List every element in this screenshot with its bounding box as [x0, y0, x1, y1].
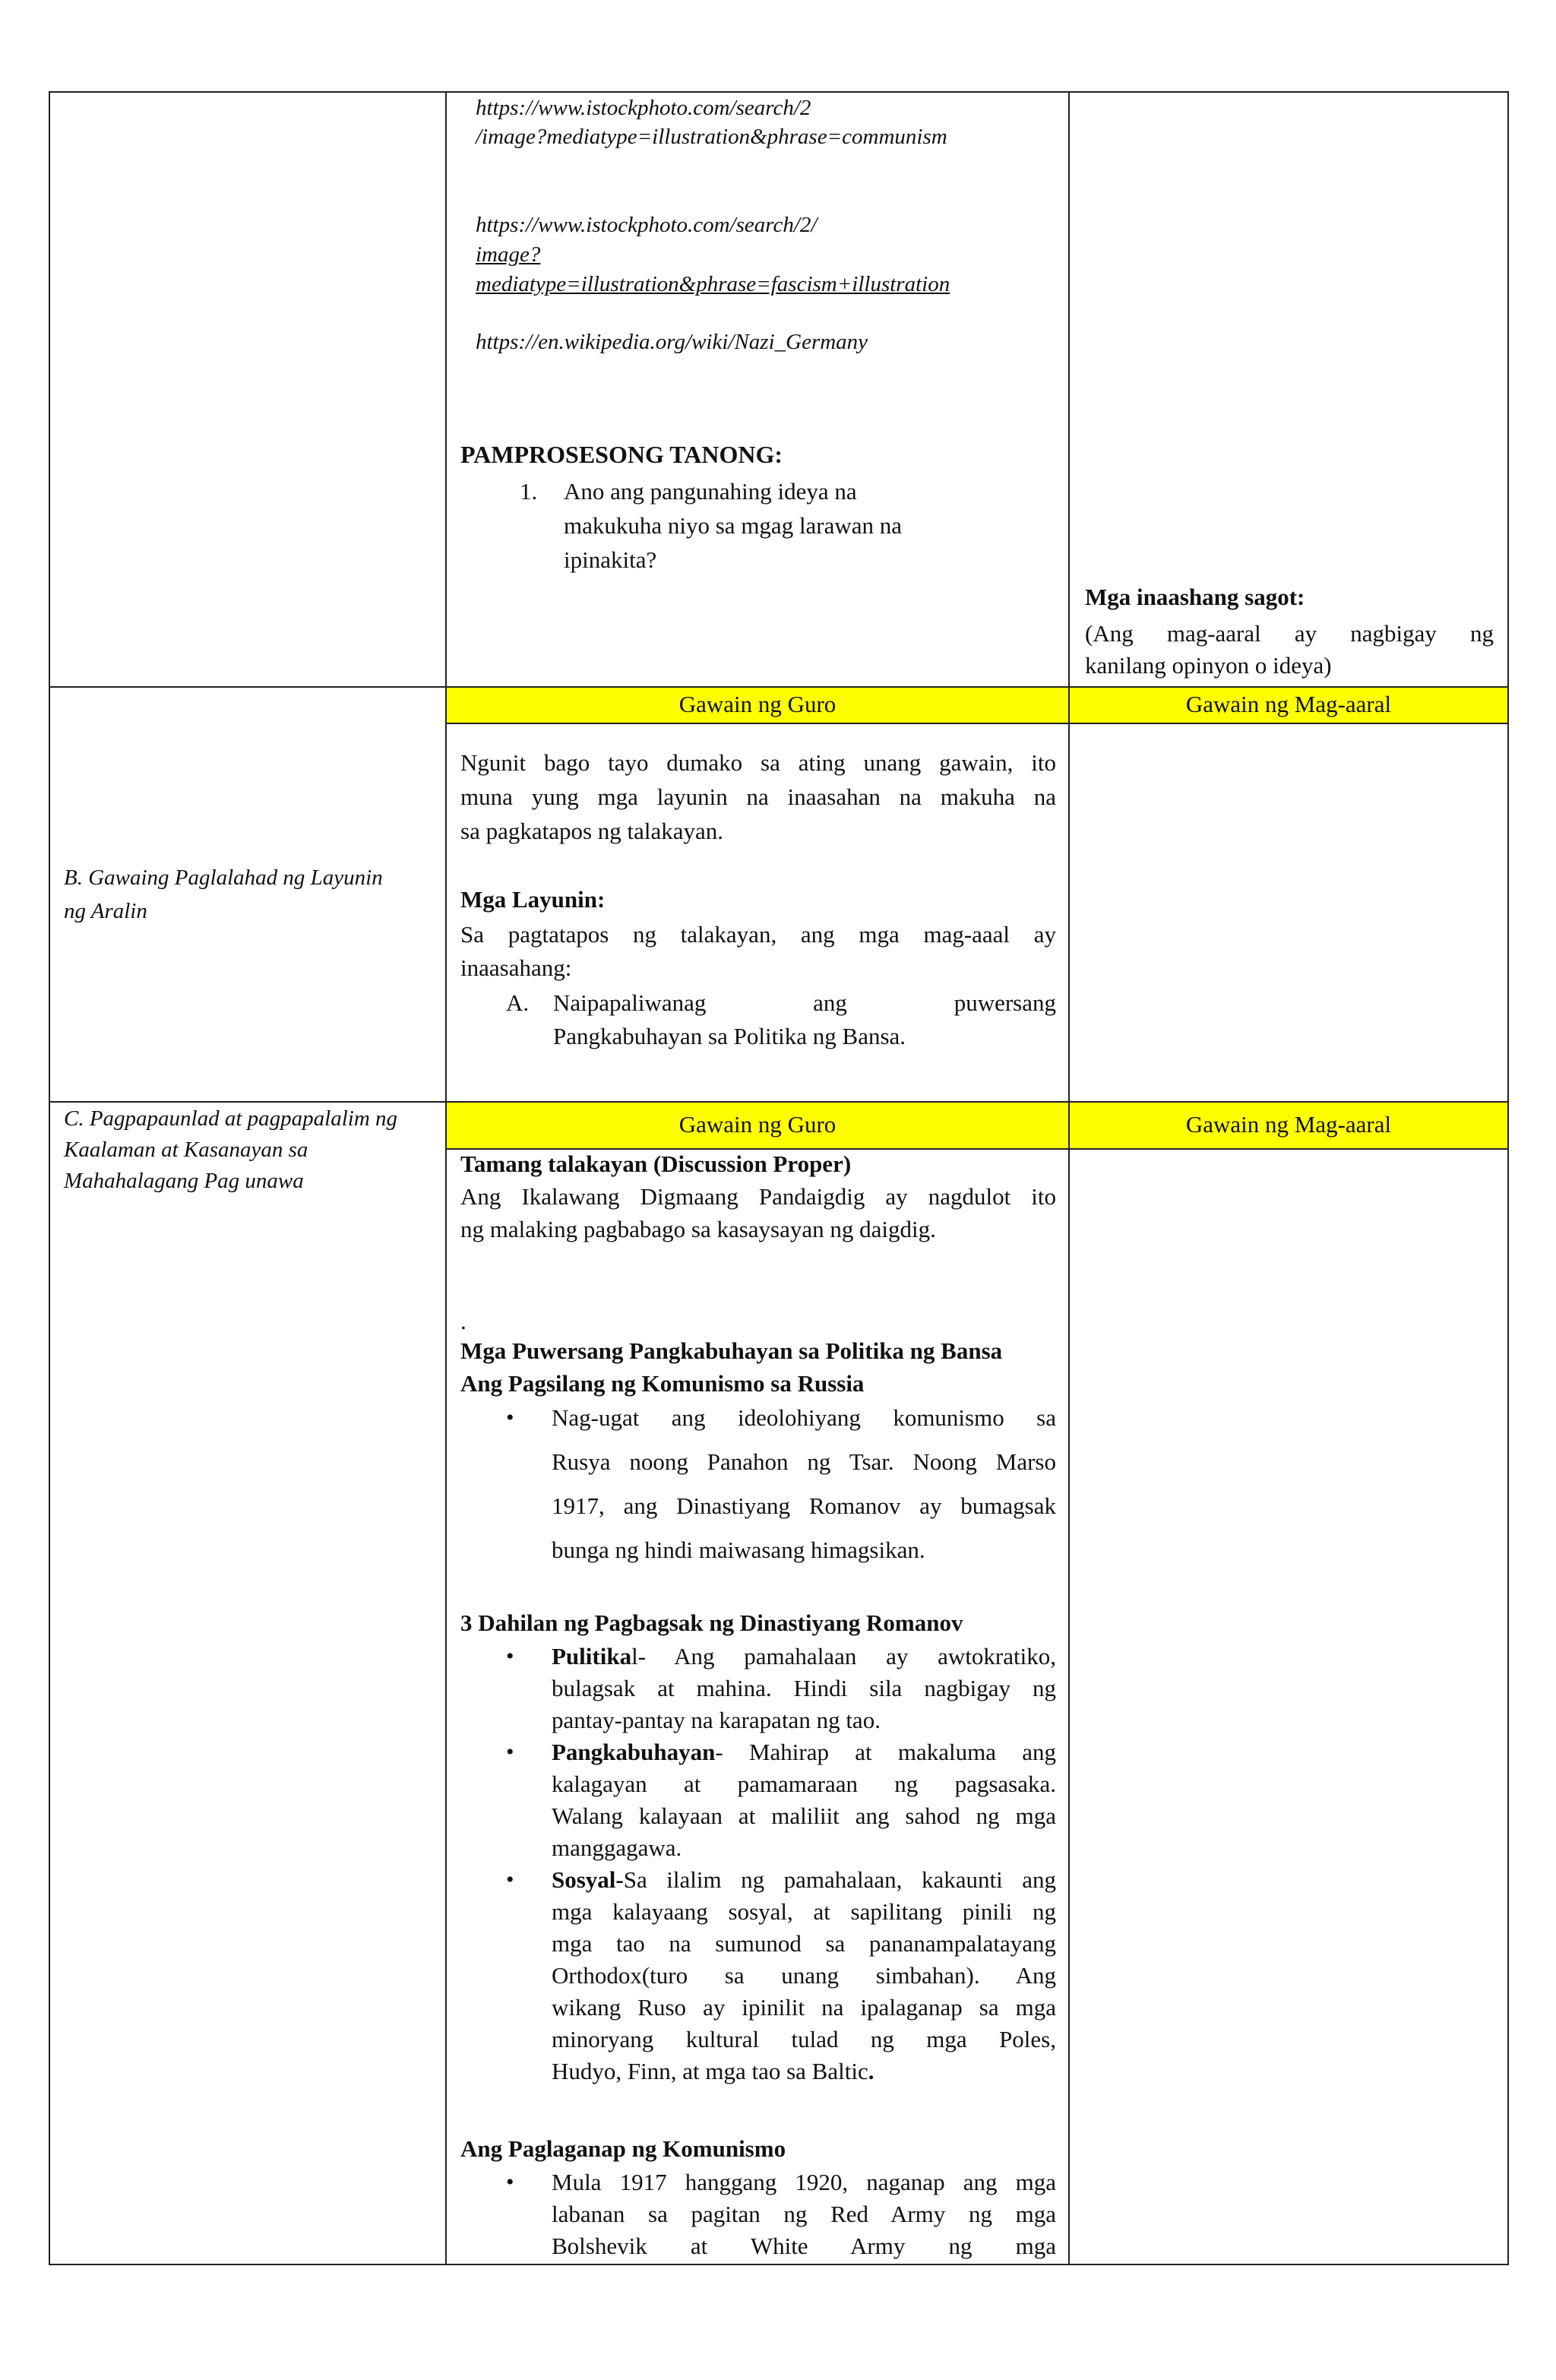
row2-teacher-header: Gawain ng Guro [678, 691, 837, 717]
row3-teacher-header: Gawain ng Guro [678, 1111, 837, 1138]
reference-url-fascism-line3[interactable]: mediatype=illustration&phrase=fascism+illustration [476, 272, 950, 296]
social-end-period: . [868, 2058, 874, 2084]
expected-answers-line-1: (Ang mag-aaral ay nagbigay ng [1085, 620, 1494, 647]
economic-label: Pangkabuhayan [552, 1739, 716, 1765]
communism-bullet-line-1: Nag-ugat ang ideolohiyang komunismo sa [552, 1404, 1056, 1431]
question-line-3: ipinakita? [564, 546, 657, 573]
economic-bullet-line-4: manggagawa. [552, 1834, 682, 1861]
intro-line-3: sa pagkatapos ng talakayan. [460, 818, 724, 844]
political-text-first: l- Ang pamahalaan ay awtokratiko, [631, 1643, 1056, 1669]
row3-section-label-line2: Kaalaman at Kasanayan sa [64, 1138, 308, 1162]
objectives-intro-line-1: Sa pagtatapos ng talakayan, ang mga mag-aaal ay [460, 921, 1056, 948]
intro-line-2: muna yung mga layunin na inaasahan na makuha na [460, 783, 1056, 810]
row3-section-label-line3: Mahahalagang Pag unawa [64, 1169, 304, 1193]
political-label: Pulitika [552, 1643, 632, 1669]
table-left-border [49, 91, 50, 2265]
political-bullet-line-1 [552, 1641, 1056, 1673]
table-bottom-border [49, 2264, 1509, 2265]
question-number: 1. [520, 478, 538, 505]
row3-student-header: Gawain ng Mag-aaral [1185, 1111, 1392, 1138]
communism-bullet-line-4: bunga ng hindi maiwasang himagsikan. [552, 1537, 925, 1563]
reference-url-fascism-line2[interactable]: image? [476, 242, 541, 267]
communism-bullet-line-2: Rusya noong Panahon ng Tsar. Noong Marso [552, 1448, 1056, 1475]
objectives-heading: Mga Layunin: [460, 886, 606, 913]
economic-bullet-line-2: kalagayan at pamamaraan ng pagsasaka. [552, 1771, 1056, 1797]
row2-header-bottom-border [445, 723, 1509, 724]
row2-section-label-line1: B. Gawaing Paglalahad ng Layunin [64, 866, 383, 890]
social-bullet-line-2: mga kalayaang sosyal, at sapilitang pinili ng [552, 1898, 1056, 1925]
row2-student-header: Gawain ng Mag-aaral [1185, 691, 1392, 717]
social-bullet-line-5: wikang Ruso ay ipinilit na ipalaganap sa mga [552, 1994, 1056, 2021]
social-bullet-line-7 [552, 2056, 874, 2087]
social-bullet-line-6: minoryang kultural tulad ng mga Poles, [552, 2026, 1056, 2052]
discussion-line-2: ng malaking pagbabago sa kasaysayan ng daigdig. [460, 1216, 936, 1242]
communism-bullet-line-3: 1917, ang Dinastiyang Romanov ay bumagsak [552, 1492, 1056, 1519]
row2-section-label-line2: ng Aralin [64, 899, 147, 923]
reference-url-communism-line1[interactable]: https://www.istockphoto.com/search/2 [476, 96, 811, 120]
social-bullet-line-1 [552, 1864, 1056, 1896]
discussion-heading: Tamang talakayan (Discussion Proper) [460, 1150, 852, 1177]
question-line-1: Ano ang pangunahing ideya na [564, 478, 857, 505]
column-divider-2 [1068, 91, 1070, 2265]
social-label: Sosyal- [552, 1866, 624, 1893]
social-bullet-line-3: mga tao na sumunod sa pananampalatayang [552, 1930, 1056, 1957]
processing-questions-heading: PAMPROSESONG TANONG: [460, 441, 783, 468]
economic-bullet-line-3: Walang kalayaan at maliliit ang sahod ng mga [552, 1802, 1056, 1829]
reference-url-communism-line2[interactable]: /image?mediatype=illustration&phrase=communism [476, 125, 947, 149]
column-divider-1 [445, 91, 447, 2265]
spread-bullet-line-2: labanan sa pagitan ng Red Army ng mga [552, 2201, 1056, 2227]
romanov-reasons-heading: 3 Dahilan ng Pagbagsak ng Dinastiyang Romanov [460, 1609, 963, 1636]
spread-bullet-line-1: Mula 1917 hanggang 1920, naganap ang mga [552, 2169, 1056, 2195]
political-bullet-line-2: bulagsak at mahina. Hindi sila nagbigay ng [552, 1675, 1056, 1701]
objective-line-2: Pangkabuhayan sa Politika ng Bansa. [553, 1023, 906, 1049]
bullet-marker: • [506, 1644, 514, 1669]
objective-line-1: Naipapaliwanag ang puwersang [553, 989, 1056, 1016]
reference-url-fascism-line1[interactable]: https://www.istockphoto.com/search/2/ [476, 213, 818, 237]
stray-dot: . [460, 1308, 466, 1334]
bullet-marker: • [506, 1739, 514, 1764]
objective-letter: A. [506, 989, 530, 1016]
row3-section-label-line1: C. Pagpapaunlad at pagpapalalim ng [64, 1106, 398, 1131]
intro-line-1: Ngunit bago tayo dumako sa ating unang gawain, ito [460, 749, 1056, 776]
bullet-marker: • [506, 1405, 514, 1430]
social-last-text: Hudyo, Finn, at mga tao sa Baltic [552, 2058, 868, 2084]
subheading-economic-forces: Mga Puwersang Pangkabuhayan sa Politika ng Bansa [460, 1337, 1003, 1364]
question-line-2: makukuha niyo sa mgag larawan na [564, 512, 903, 539]
subheading-birth-of-communism: Ang Pagsilang ng Komunismo sa Russia [460, 1370, 865, 1397]
reference-url-nazi-germany[interactable]: https://en.wikipedia.org/wiki/Nazi_Germany [476, 330, 868, 354]
social-text-first: Sa ilalim ng pamahalaan, kakaunti ang [623, 1866, 1056, 1893]
bullet-marker: • [506, 2170, 514, 2195]
economic-bullet-line-1 [552, 1736, 1056, 1768]
expected-answers-line-2: kanilang opinyon o ideya) [1085, 652, 1332, 679]
discussion-line-1: Ang Ikalawang Digmaang Pandaigdig ay nagdulot ito [460, 1183, 1056, 1210]
economic-text-first: - Mahirap at makaluma ang [715, 1739, 1056, 1765]
spread-bullet-line-3: Bolshevik at White Army ng mga [552, 2233, 1056, 2259]
bullet-marker: • [506, 1867, 514, 1892]
spread-of-communism-heading: Ang Paglaganap ng Komunismo [460, 2135, 786, 2162]
social-bullet-line-4: Orthodox(turo sa unang simbahan). Ang [552, 1962, 1056, 1989]
political-bullet-line-3: pantay-pantay na karapatan ng tao. [552, 1707, 881, 1733]
table-right-border [1507, 91, 1509, 2265]
objectives-intro-line-2: inaasahang: [460, 954, 572, 981]
expected-answers-heading: Mga inaashang sagot: [1085, 584, 1305, 610]
